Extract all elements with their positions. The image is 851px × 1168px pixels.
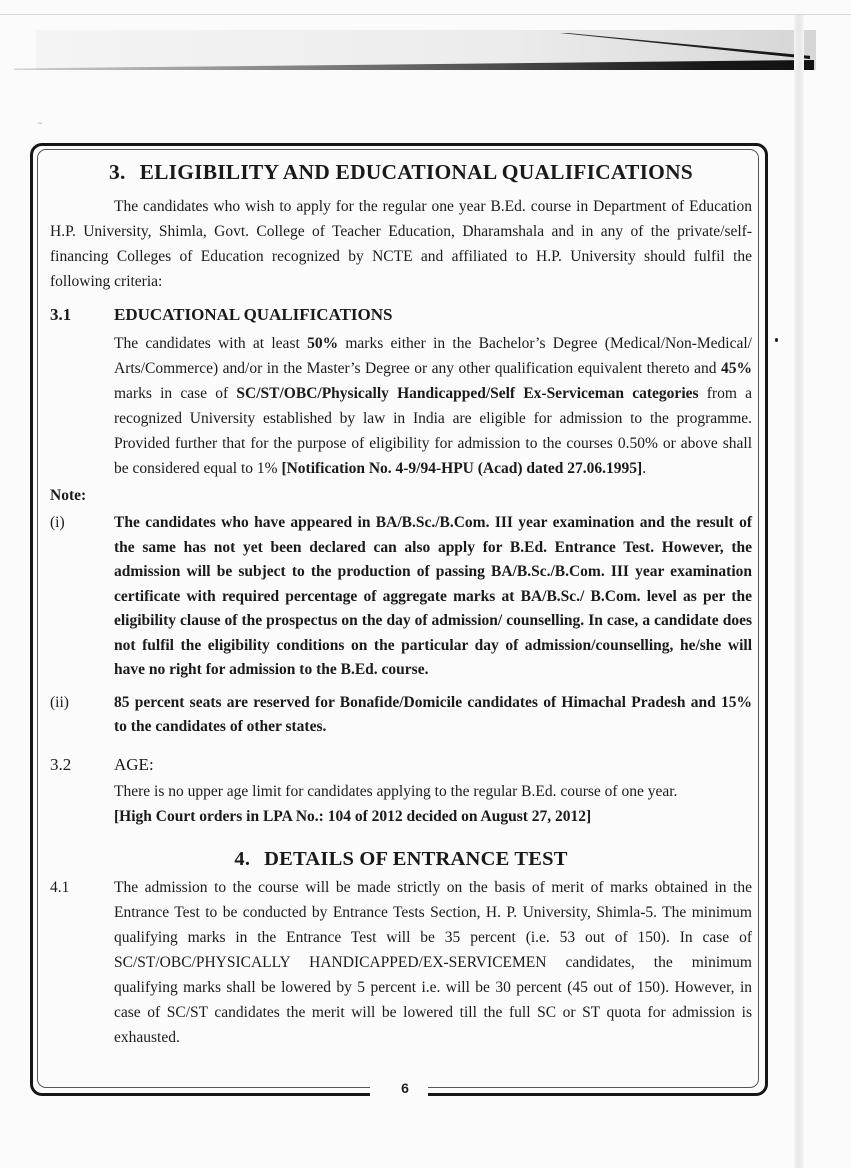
subsection-3-1-title: EDUCATIONAL QUALIFICATIONS — [114, 305, 393, 324]
section-4-number: 4. — [234, 847, 251, 870]
notification-citation: [Notification No. 4-9/94-HPU (Acad) dated 27.06.1995] — [281, 460, 643, 477]
text-run: The candidates with at least — [114, 335, 308, 352]
section-3-intro: The candidates who wish to apply for the regular one year B.Ed. course in Department of Education H.P. University, Shimla, Govt. College of Teacher Education, Dharamshala and in any of the private/self-financing Colleges of Education recognized by NCTE and affiliated to H.P. University should fulfil the following criteria: — [50, 198, 752, 290]
subsection-3-1-text — [114, 331, 752, 481]
text-run: from a recognized University established by law in India are eligible for admission to the programme. Provided further that for the purpose of eligibility for admission to the courses 0.50% or above shall be considered equal to 1% — [114, 385, 753, 477]
text-run: marks in case of — [114, 385, 237, 402]
note-item-text: The candidates who have appeared in BA/B.Sc./B.Com. III year examination and the result of the same has not yet been declared can also apply for B.Ed. Entrance Test. However, the admission will be subject to the production of passing BA/B.Sc./B.Com. III year examination certificate with required percentage of aggregate marks at BA/B.Sc./ B.Com. level as per the eligibility clause of the prospectus on the day of admission/ counselling. In case, a candidate does not fulfil the eligibility conditions on the particular day of admission/counselling, he/she will have no right for admission to the B.Ed. course. — [114, 514, 752, 678]
section-3-title: ELIGIBILITY AND EDUCATIONAL QUALIFICATIONS — [139, 160, 693, 184]
subsection-4-1-number: 4.1 — [50, 878, 70, 896]
page-number: 6 — [401, 1080, 409, 1096]
stray-ink-mark — [775, 338, 778, 342]
note-item — [50, 691, 752, 740]
page-content — [50, 150, 752, 1050]
bold-reserved-categories: SC/ST/OBC/Physically Handicapped/Self Ex-Serviceman categories — [236, 385, 699, 402]
section-4-title: DETAILS OF ENTRANCE TEST — [264, 847, 568, 870]
subsection-3-1-number: 3.1 — [50, 305, 72, 324]
scan-top-edge — [0, 14, 851, 15]
subsection-3-2-number: 3.2 — [50, 754, 72, 774]
note-item — [50, 511, 752, 683]
subsection-4-1-text: The admission to the course will be made strictly on the basis of merit of marks obtained in the Entrance Test to be conducted by Entrance Tests Section, H. P. University, Shimla-5. The minimum qualifying marks in the Entrance Test will be 35 percent (i.e. 53 out of 150). In case of SC/ST/OBC/PHYSICALLY HANDICAPPED/EX-SERVICEMEN candidates, the minimum qualifying marks shall be lowered by 5 percent i.e. will be 30 percent (45 out of 150). However, in case of SC/ST candidates the merit will be lowered till the full SC or ST quota for admission is exhausted. — [114, 878, 752, 1046]
subsection-3-2-heading — [50, 753, 752, 777]
bold-50-percent: 50% — [307, 335, 339, 352]
text-run: marks either in the Bachelor’s Degree (Medical/Non-Medical/ Arts/Commerce) and/or in the Master’s Degree or any other qualification equivalent thereto and — [114, 335, 752, 377]
handwritten-mark: ~ — [38, 120, 42, 128]
note-item-index: (i) — [50, 514, 65, 531]
subsection-3-2-text: There is no upper age limit for candidates applying to the regular B.Ed. course of one year. — [114, 782, 678, 800]
note-item-index: (ii) — [50, 693, 69, 711]
section-3-number: 3. — [109, 160, 126, 184]
subsection-3-2-title: AGE: — [114, 754, 154, 774]
subsection-4-1 — [50, 875, 752, 1050]
text-run: . — [642, 460, 647, 477]
scan-right-edge — [794, 15, 804, 1168]
note-label: Note: — [50, 487, 87, 504]
subsection-3-1-heading — [50, 303, 752, 327]
section-3-heading — [50, 159, 752, 185]
high-court-citation: [High Court orders in LPA No.: 104 of 2012 decided on August 27, 2012] — [114, 807, 592, 825]
bold-45-percent: 45% — [721, 360, 752, 377]
section-4-heading — [50, 846, 752, 872]
note-item-text: 85 percent seats are reserved for Bonafide/Domicile candidates of Himachal Pradesh and 15% to the candidates of other states. — [114, 693, 752, 735]
